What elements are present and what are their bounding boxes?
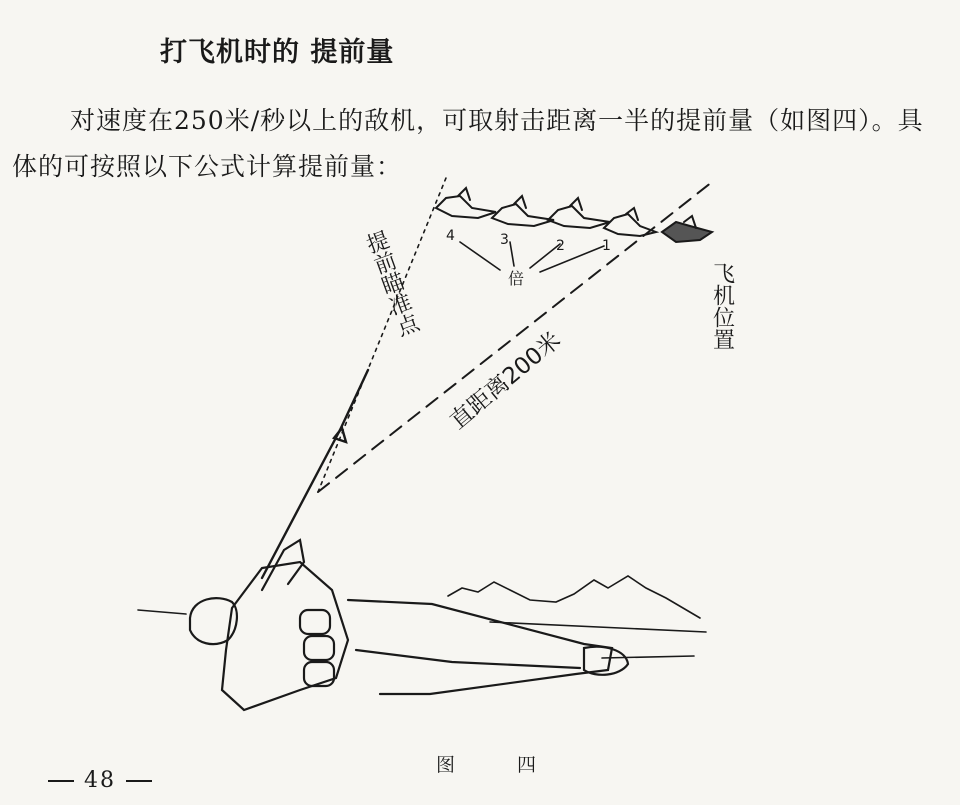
plane-number-4: 4 xyxy=(446,228,455,244)
plane-icon xyxy=(548,198,610,228)
multiple-bracket xyxy=(460,242,604,272)
multiple-label: 倍 xyxy=(508,269,525,288)
plane-number-1: 1 xyxy=(602,238,611,254)
plane-icon xyxy=(436,188,496,218)
page-number-footer xyxy=(38,768,162,793)
figure-illustration xyxy=(0,170,960,750)
aim-point-label: 提前瞄准点 xyxy=(360,227,422,340)
target-plane-icon xyxy=(662,216,712,242)
section-heading: 打飞机时的 提前量 xyxy=(160,37,395,68)
page-number: 48 xyxy=(84,768,116,793)
page-number-dash-left xyxy=(48,780,74,782)
aim-line xyxy=(318,178,446,492)
plane-icon xyxy=(492,196,554,226)
plane-position-label: 飞机位置 xyxy=(709,262,735,350)
page-number-dash-right xyxy=(126,780,152,782)
plane-number-2: 2 xyxy=(556,238,565,254)
horizon-hills xyxy=(138,576,706,658)
distance-label: 直距离200米 xyxy=(445,327,566,435)
plane-number-3: 3 xyxy=(500,232,509,248)
figure-caption: 图 四 xyxy=(436,754,565,776)
distance-line xyxy=(318,182,712,492)
rifle xyxy=(262,370,368,578)
figure-drawing xyxy=(0,170,960,750)
body-paragraph: 对速度在250米/秒以上的敌机，可取射击距离一半的提前量（如图四）。具体的可按照以下公式计算提前量： xyxy=(12,106,924,181)
